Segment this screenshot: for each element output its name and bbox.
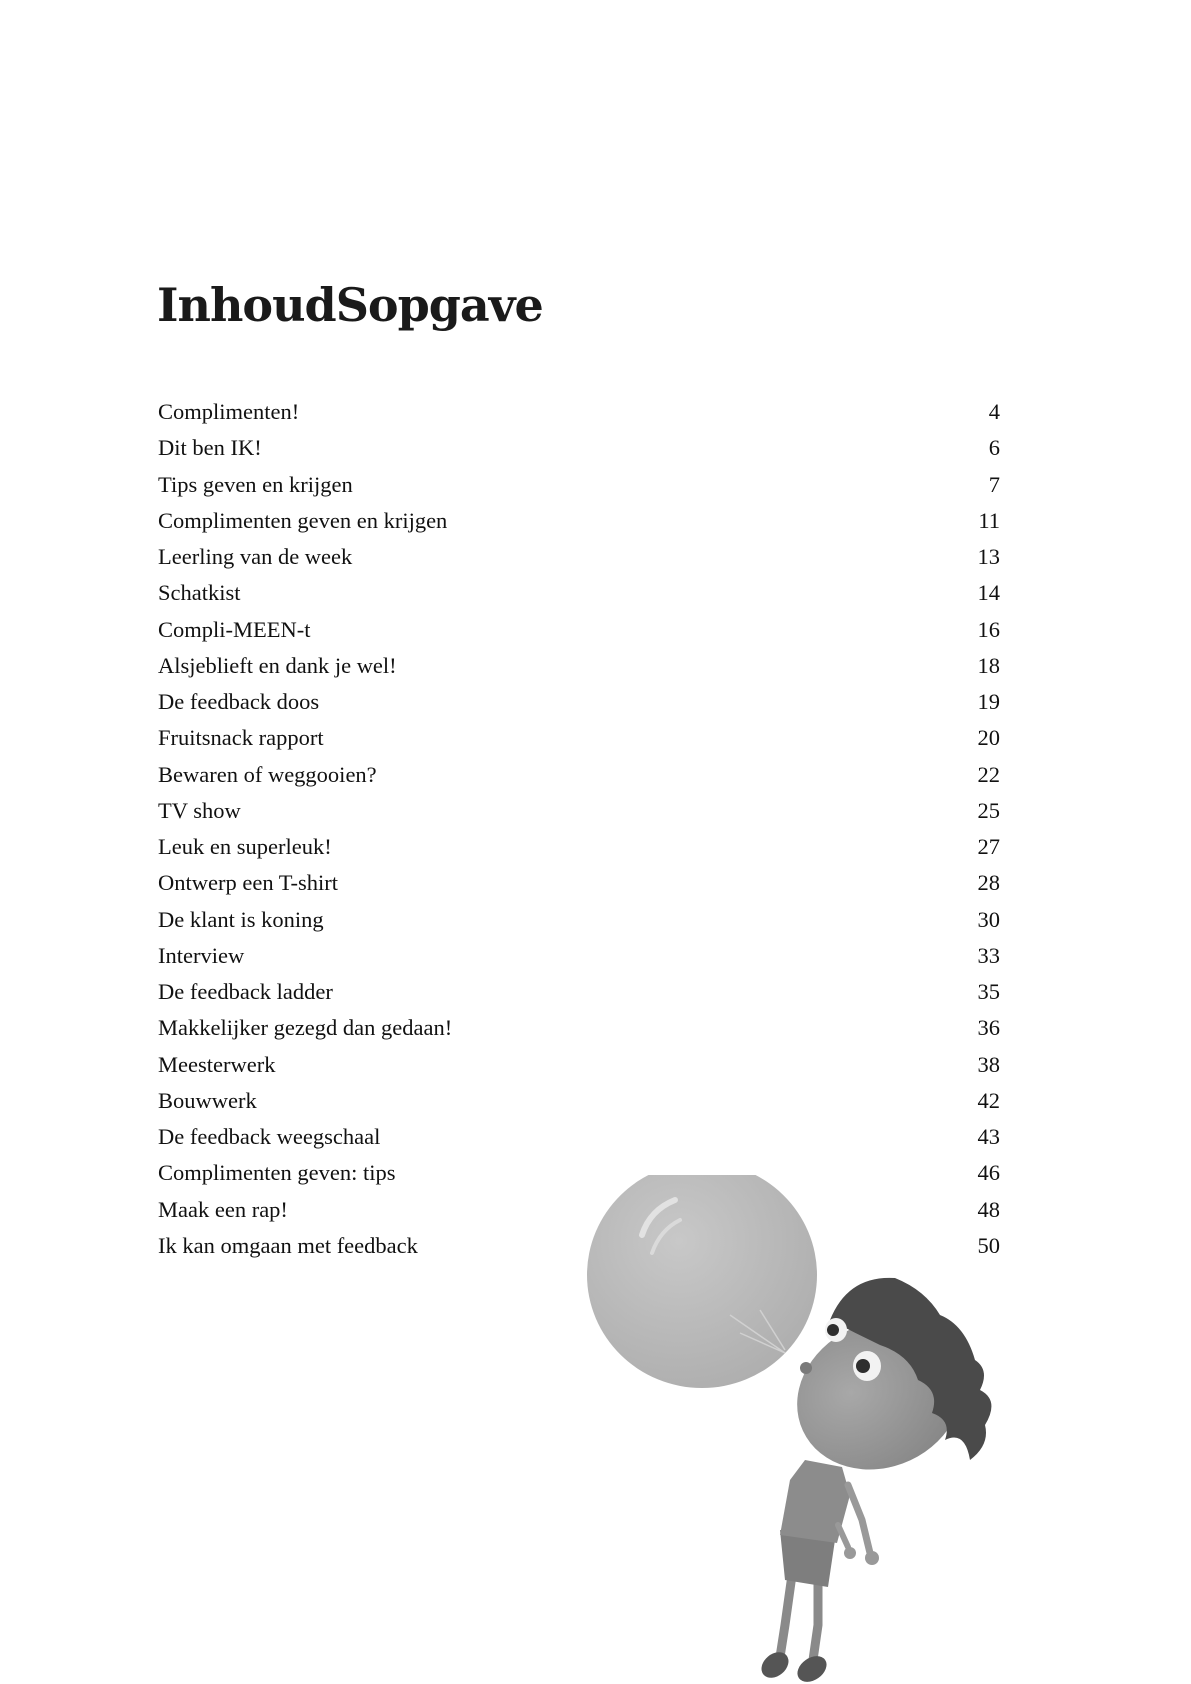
toc-entry-page: 28 [977,870,1000,896]
toc-entry-label: Alsjeblieft en dank je wel! [158,652,397,678]
toc-entry-page: 48 [977,1196,1000,1222]
toc-entry[interactable] [158,648,1000,684]
toc-entry-label: Compli-MEEN-t [158,616,311,642]
toc-entry[interactable] [158,394,1000,430]
toc-entry-label: Schatkist [158,580,241,606]
toc-entry[interactable] [158,1119,1000,1155]
toc-entry-page: 14 [977,580,1000,606]
boy-bubblegum-illustration [580,1175,1050,1684]
toc-entry[interactable] [158,720,1000,756]
toc-entry-page: 11 [978,507,1000,533]
balloon [587,1175,817,1388]
toc-entry-label: Tips geven en krijgen [158,471,353,497]
toc-entry-label: Ik kan omgaan met feedback [158,1232,418,1258]
table-of-contents [158,394,1000,1264]
toc-entry[interactable] [158,575,1000,611]
toc-entry-page: 46 [977,1160,1000,1186]
toc-entry-page: 4 [988,399,1000,424]
toc-entry-label: Fruitsnack rapport [158,725,324,751]
toc-entry-page: 13 [977,544,1000,569]
toc-entry-page: 35 [977,979,1000,1004]
toc-entry-label: De feedback doos [158,689,320,714]
toc-entry-label: Complimenten! [158,399,300,424]
toc-entry-page: 38 [977,1051,1000,1077]
toc-entry-label: Leuk en superleuk! [158,834,332,859]
toc-entry-label: De feedback ladder [158,979,333,1004]
toc-entry-label: Complimenten geven en krijgen [158,507,448,533]
toc-entry-label: De feedback weegschaal [158,1124,381,1149]
toc-entry-label: Complimenten geven: tips [158,1160,396,1186]
toc-entry[interactable] [158,1010,1000,1046]
toc-entry[interactable] [158,757,1000,793]
toc-entry[interactable] [158,865,1000,901]
toc-entry-label: Interview [158,942,245,968]
toc-entry-page: 16 [977,616,1000,642]
toc-entry-page: 25 [977,797,1000,823]
toc-entry-label: Bewaren of weggooien? [158,761,377,787]
toc-entry-page: 27 [977,834,1000,859]
toc-entry[interactable] [158,793,1000,829]
toc-entry-label: Bouwwerk [158,1087,257,1113]
toc-entry-page: 42 [977,1087,1000,1113]
toc-entry[interactable] [158,612,1000,648]
toc-entry[interactable] [158,539,1000,575]
toc-entry-page: 36 [977,1015,1000,1041]
toc-entry-page: 43 [977,1124,1000,1149]
toc-entry[interactable] [158,467,1000,503]
toc-entry-label: De klant is koning [158,906,324,932]
toc-entry-label: Dit ben IK! [158,435,262,461]
toc-entry[interactable] [158,684,1000,720]
toc-entry-page: 19 [977,689,1000,714]
toc-entry[interactable] [158,902,1000,938]
toc-entry-page: 6 [988,435,1000,461]
toc-entry[interactable] [158,974,1000,1010]
toc-entry-page: 22 [977,761,1000,787]
toc-entry[interactable] [158,829,1000,865]
toc-entry-label: Ontwerp een T-shirt [158,870,338,896]
toc-entry[interactable] [158,938,1000,974]
toc-entry[interactable] [158,503,1000,539]
toc-entry-page: 18 [977,652,1000,678]
page-title: InhoudSopgave [157,278,543,332]
toc-entry-label: Leerling van de week [158,544,353,569]
toc-entry-page: 7 [988,471,1000,497]
toc-entry-label: TV show [158,797,241,823]
toc-entry[interactable] [158,1083,1000,1119]
toc-entry-page: 20 [977,725,1000,751]
toc-entry-page: 30 [977,906,1000,932]
toc-entry-label: Maak een rap! [158,1196,288,1222]
toc-entry-page: 33 [977,942,1000,968]
toc-entry-page: 50 [977,1232,1000,1258]
toc-entry[interactable] [158,430,1000,466]
toc-entry-label: Meesterwerk [158,1051,276,1077]
toc-entry[interactable] [158,1047,1000,1083]
toc-entry-label: Makkelijker gezegd dan gedaan! [158,1015,453,1041]
